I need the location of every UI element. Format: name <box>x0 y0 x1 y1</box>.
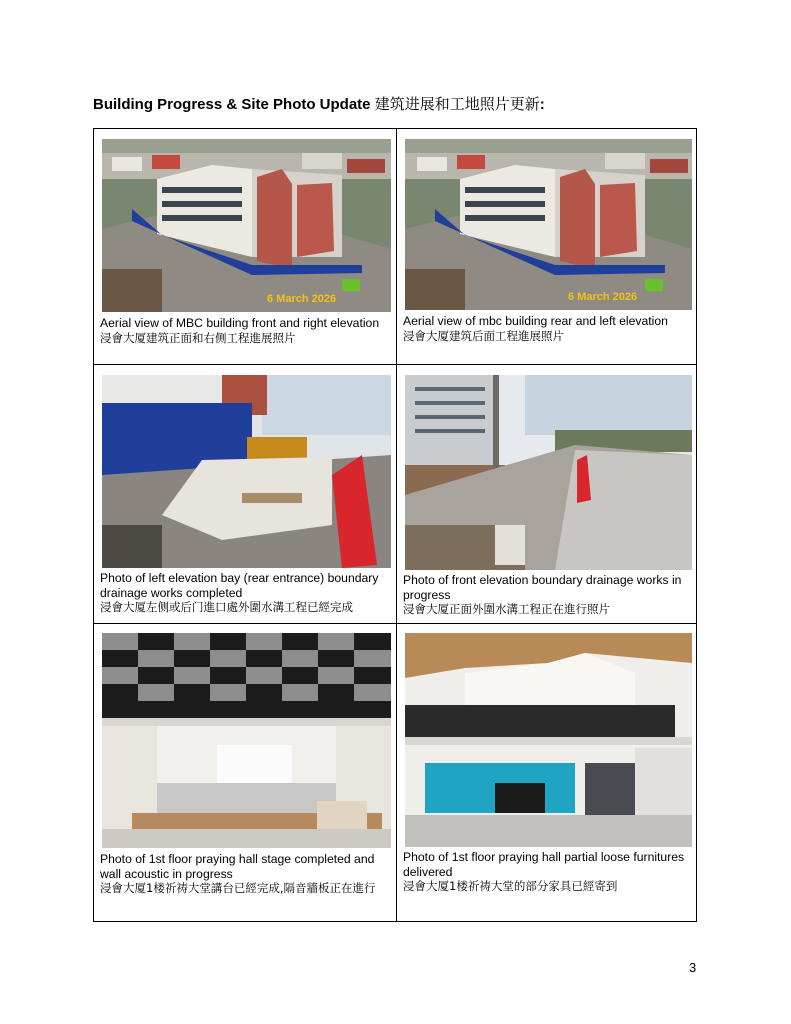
caption-3 <box>100 571 392 615</box>
caption-1 <box>100 316 390 345</box>
caption-1-chinese: 浸會大厦建筑正面和右侧工程進展照片 <box>100 330 296 345</box>
photo-left-elevation-drainage <box>102 375 391 568</box>
date-stamp-1: 6 March 2026 <box>267 293 337 305</box>
heading-colon: : <box>539 96 545 113</box>
caption-3-english: Photo of left elevation bay (rear entrance) boundary drainage works completed <box>100 571 379 600</box>
photo-aerial-front-right <box>102 139 391 312</box>
photo-cell-6 <box>397 624 697 922</box>
caption-4-chinese: 浸會大厦正面外圍水溝工程正在進行照片 <box>403 602 610 616</box>
caption-5-english: Photo of 1st floor praying hall stage completed and wall acoustic in progress <box>100 852 375 881</box>
page-heading <box>93 93 545 114</box>
caption-4-english: Photo of front elevation boundary drainage works in progress <box>403 573 682 602</box>
photo-cell-4 <box>397 365 697 623</box>
photo-praying-hall-stage <box>102 633 391 848</box>
caption-6 <box>403 850 693 894</box>
page-number: 3 <box>689 960 697 975</box>
photo-cell-3 <box>94 365 396 623</box>
caption-1-english: Aerial view of MBC building front and right elevation <box>100 316 380 330</box>
caption-3-chinese: 浸會大厦左侧或后门進口處外圍水溝工程已經完成 <box>100 600 353 614</box>
photo-cell-5 <box>94 624 396 922</box>
photo-cell-2 <box>397 129 697 364</box>
photo-aerial-rear-left <box>405 139 692 310</box>
caption-2-english: Aerial view of mbc building rear and left elevation <box>403 314 668 328</box>
photo-table <box>93 128 697 922</box>
caption-5-chinese: 浸會大厦1楼祈祷大堂講台已經完成,隔音牆板正在進行 <box>100 881 376 895</box>
date-stamp-2: 6 March 2026 <box>568 291 638 303</box>
caption-6-english: Photo of 1st floor praying hall partial loose furnitures delivered <box>403 850 685 879</box>
caption-2-chinese: 浸會大厦建筑后面工程進展照片 <box>403 328 564 343</box>
caption-5 <box>100 852 392 896</box>
photo-praying-hall-furniture <box>405 633 692 847</box>
photo-cell-1 <box>94 129 396 364</box>
caption-6-chinese: 浸會大厦1楼祈祷大堂的部分家具已經寄到 <box>403 879 618 893</box>
heading-chinese: 建筑进展和工地照片更新 <box>374 95 540 113</box>
caption-4 <box>403 573 693 617</box>
heading-english: Building Progress & Site Photo Update <box>93 96 371 113</box>
caption-2 <box>403 314 693 343</box>
photo-front-elevation-drainage <box>405 375 692 570</box>
